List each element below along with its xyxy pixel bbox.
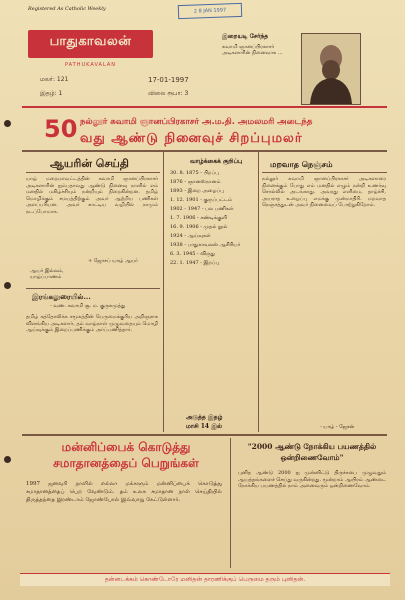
jubilee-body: புனித ஆண்டு 2000 ஐ முன்னிட்டு திருச்சபை முழுவதும் ஆயத்தங்களைச் செய்து வருகின்றது. மூன்றாம் ஆயிரம் ஆண்டை நோக்கிய பயணத்தில் நாம் அனைவரும் ஒன்றிணைவோம். bbox=[238, 470, 386, 490]
timeline-item: 1. 7. 1906 - சுண்டிக்குளி bbox=[170, 215, 228, 221]
anniversary-number: 50 bbox=[44, 115, 78, 143]
binder-hole bbox=[4, 456, 11, 463]
timeline-item: 1876 - ஞானஸ்நானம் bbox=[170, 179, 221, 185]
bishop-message-heading: ஆயரின் செய்தி bbox=[50, 157, 129, 170]
masthead-title: பாதுகாவலன் bbox=[49, 34, 132, 49]
eulogy-body: தமிழ் கத்தோலிக்க சமூகத்தின் பெருமைக்குரிய அறிஞராக விளங்கிய அடிகளார், தம் வாழ்நாள் முழுவதையும் மொழி ஆய்வுக்கும் இறைப்பணிக்கும் அர்ப்பணித்தார். bbox=[26, 314, 158, 334]
section-rule bbox=[26, 288, 160, 289]
bishop-signoff: + ஜோசப் யாழ் ஆயர் bbox=[88, 258, 138, 264]
timeline-item: 22. 1. 1947 - இறப்பு bbox=[170, 260, 220, 266]
timeline-item: 1902 - 1947 - பல பணிகள் bbox=[170, 206, 234, 212]
next-issue-label: அடுத்த இதழ் bbox=[186, 414, 223, 421]
issue-number: இதழ்: 1 bbox=[40, 90, 63, 97]
timeline-item: 1. 12. 1901 - குருப்பட்டம் bbox=[170, 197, 232, 203]
heading-rule bbox=[262, 172, 387, 173]
timeline-item: 6. 3. 1945 - விருது bbox=[170, 251, 215, 257]
footer-motto: தன்னடக்கம் கொண்டோரே மனிதன் தாரணிக்குப் பெருமை தரும் புனிதன். bbox=[20, 573, 390, 586]
timeline-item: 30. 8. 1875 - பிறப்பு bbox=[170, 170, 219, 176]
portrait-photo bbox=[301, 33, 361, 105]
volume-number: மலர்: 121 bbox=[40, 76, 69, 83]
timeline-item: 16. 9. 1906 - முதல் நூல் bbox=[170, 224, 228, 230]
banner-line2: வது ஆண்டு நினைவுச் சிறப்புமலர் bbox=[80, 131, 303, 146]
portrait-intro: சுவாமி ஞானப்பிரகாசர் அடிகளாரின் நினைவாக ... bbox=[222, 44, 283, 56]
forgiveness-headline-2: சமாதானத்தைப் பெறுங்கள் bbox=[53, 456, 199, 470]
timeline-item: 1924 - ஆய்வுகள் bbox=[170, 233, 211, 239]
timeline-list bbox=[170, 170, 254, 269]
issue-date: 17-01-1997 bbox=[148, 76, 189, 84]
masthead-subtitle: PATHUKAVALAN bbox=[64, 62, 117, 68]
timeline-item: 1893 - இறை அழைப்பு bbox=[170, 188, 224, 194]
bishop-message-body: யாழ் மறைமாவட்டத்தின் சுவாமி ஞானப்பிரகாசர் அடிகளாரின் ஐம்பதாவது ஆண்டு நினைவு நாளில் எம் மனதில் மகிழ்ச்சியும் நன்றியும் நிறைகின்றன. தமிழ் மொழிக்கும் சமயத்திற்கும் அவர் ஆற்றிய பணிகள் அளப்பரியன. அவர் காட்டிய வழியில் நாமும் நடப்போமாக. bbox=[26, 176, 158, 215]
date-stamp: 2 8 JAN 1997 bbox=[178, 3, 242, 19]
jubilee-headline-2: ஒன்றிணைவோம்" bbox=[280, 453, 344, 462]
column-divider bbox=[163, 152, 164, 432]
portrait-caption: இறையடி சேர்ந்த bbox=[222, 33, 269, 40]
forgiveness-body: 1997 ஜனவரி நாளில் எல்லா மக்களும் மன்னிப்பைக் கொடுத்து சமாதானத்தைப் பெற வேண்டும். தம் உலக சமாதான நாள் செய்தியில் திருத்தந்தை இரண்டாம் ஜோண்போல் இவ்வாறு கேட்டுள்ளார். bbox=[26, 481, 222, 503]
memory-body: நல்லூர் சுவாமி ஞானப்பிரகாசர் அடிகளாரை நினைக்கும் போது எம் மனதில் எழும் நன்றி உணர்வு சொல்லில் அடங்காது. அவரது எளிமை, தாழ்ச்சி, அயராத உழைப்பு எமக்கு முன்மாதிரி. மறவாத நெஞ்சத்துடன் அவர் நினைவைப் போற்றுகிறோம். bbox=[262, 176, 386, 209]
forgiveness-headline-1: மன்னிப்பைக் கொடுத்து bbox=[61, 440, 191, 454]
bishop-place: ஆயர் இல்லம், யாழ்ப்பாணம் bbox=[30, 268, 64, 280]
masthead-rule bbox=[22, 106, 387, 108]
section-rule bbox=[22, 434, 387, 436]
binder-hole bbox=[4, 120, 11, 127]
memory-signoff: - யாழ் - ஜேசன் bbox=[320, 424, 355, 430]
memory-heading: மறவாத நெஞ்சம் bbox=[270, 160, 333, 169]
binder-hole bbox=[4, 282, 11, 289]
heading-rule bbox=[26, 172, 160, 173]
timeline-item: 1938 - பாதுகாவலன் ஆசிரியர் bbox=[170, 242, 241, 248]
banner-line1: நல்லூர் சுவாமி ஞானப்பிரகாசர் அ.ம.தி. அமலமரி அடைந்த bbox=[80, 117, 313, 127]
column-divider bbox=[230, 438, 231, 568]
column-divider bbox=[258, 152, 259, 432]
jubilee-headline-1: "2000 ஆண்டு நோக்கிய பயணத்தில் bbox=[247, 442, 377, 451]
price: விலை ரூபா: 3 bbox=[148, 90, 189, 97]
eulogy-heading: இரங்கலுரையில்... bbox=[32, 292, 91, 301]
registration-note: Registered As Catholic Weekly bbox=[28, 6, 106, 12]
eulogy-author: - வண. சுவாமி சூ. ம. குருசுமுத்து bbox=[50, 303, 126, 309]
timeline-heading: வாழ்க்கைக் குறிப்பு bbox=[190, 158, 243, 165]
banner-rule bbox=[22, 150, 387, 152]
next-issue-date: மாசி 14 இல் bbox=[186, 423, 223, 430]
